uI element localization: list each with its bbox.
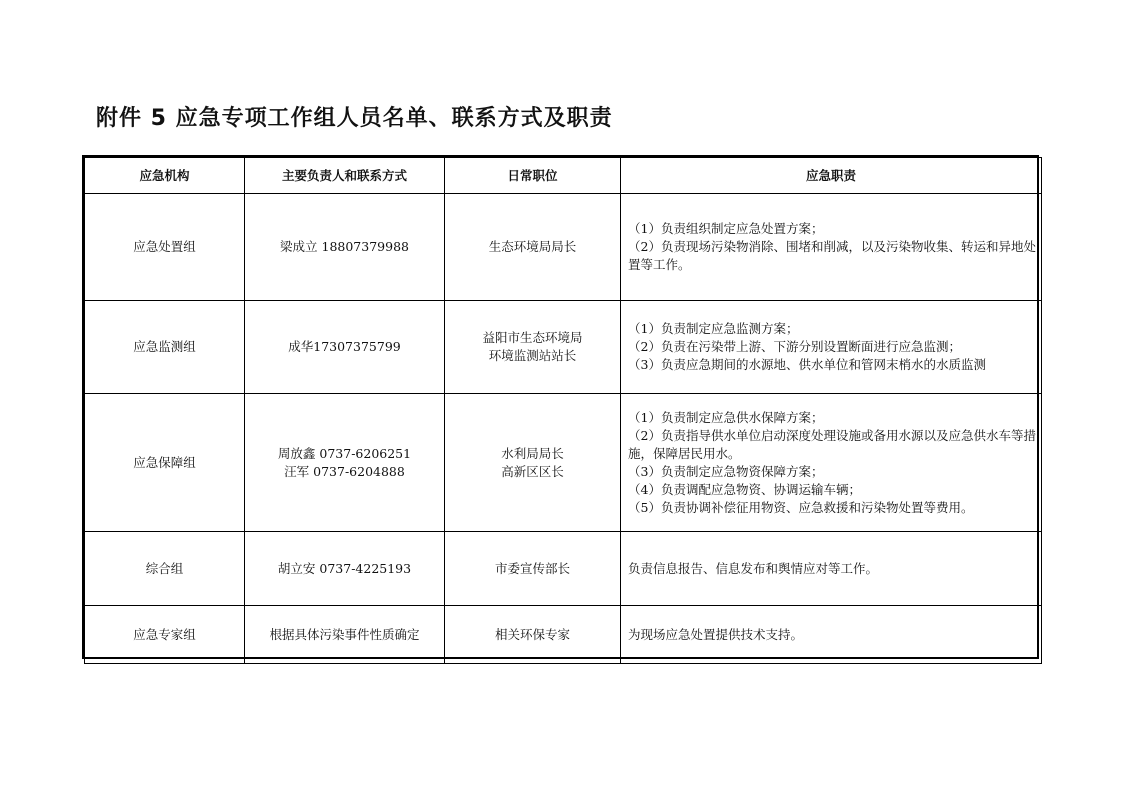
position-cell — [445, 194, 621, 301]
contact-cell — [245, 194, 445, 301]
table-row — [85, 394, 1042, 532]
duty-line: （1）负责组织制定应急处置方案； — [628, 221, 824, 236]
document-title: 附件 5 应急专项工作组人员名单、联系方式及职责 — [96, 106, 613, 131]
header-position: 日常职位 — [445, 158, 621, 194]
org-cell: 应急专家组 — [85, 606, 245, 664]
position-cell — [445, 606, 621, 664]
position-line: 相关环保专家 — [494, 626, 570, 642]
duty-line: （2）负责现场污染物消除、围堵和削减，以及污染物收集、转运和异地处置等工作。 — [628, 239, 1036, 272]
duties-cell — [621, 532, 1042, 606]
duty-line: 为现场应急处置提供技术支持。 — [628, 626, 804, 642]
position-cell — [445, 301, 621, 394]
position-line: 市委宣传部长 — [494, 560, 570, 576]
contact-line: 成华17307375799 — [288, 339, 401, 354]
duty-line: （1）负责制定应急监测方案； — [628, 321, 799, 336]
position-line: 益阳市生态环境局 — [482, 330, 583, 345]
contact-line: 汪军 0737-6204888 — [284, 463, 405, 479]
contact-cell — [245, 394, 445, 532]
position-cell — [445, 394, 621, 532]
header-contact: 主要负责人和联系方式 — [245, 158, 445, 194]
position-line: 生态环境局局长 — [488, 239, 577, 254]
duty-line: （1）负责制定应急供水保障方案； — [628, 409, 824, 425]
table-row — [85, 301, 1042, 394]
duties-cell — [621, 194, 1042, 301]
duty-line: （3）负责应急期间的水源地、供水单位和管网末梢水的水质监测 — [628, 357, 986, 372]
org-cell: 综合组 — [85, 532, 245, 606]
contact-cell — [245, 532, 445, 606]
contact-cell — [245, 301, 445, 394]
header-org: 应急机构 — [85, 158, 245, 194]
table-row — [85, 194, 1042, 301]
position-line: 环境监测站站长 — [488, 348, 577, 363]
contact-line: 梁成立 18807379988 — [280, 239, 409, 254]
org-cell: 应急保障组 — [85, 394, 245, 532]
duty-line: （2）负责在污染带上游、下游分别设置断面进行应急监测； — [628, 339, 961, 354]
duty-line: （5）负责协调补偿征用物资、应急救援和污染物处置等费用。 — [628, 499, 974, 515]
position-line: 高新区区长 — [501, 463, 564, 479]
personnel-table-container — [82, 155, 1039, 659]
duties-cell — [621, 394, 1042, 532]
duties-cell — [621, 301, 1042, 394]
duty-line: （4）负责调配应急物资、协调运输车辆； — [628, 481, 861, 497]
position-line: 水利局局长 — [501, 445, 564, 461]
header-duties: 应急职责 — [621, 158, 1042, 194]
position-cell — [445, 532, 621, 606]
contact-line: 胡立安 0737-4225193 — [277, 560, 412, 576]
duty-line: （3）负责制定应急物资保障方案； — [628, 463, 824, 479]
table-row — [85, 606, 1042, 664]
org-cell: 应急处置组 — [85, 194, 245, 301]
personnel-table — [84, 157, 1042, 664]
table-header-row — [85, 158, 1042, 194]
duty-line: （2）负责指导供水单位启动深度处理设施或备用水源以及应急供水车等措施，保障居民用水。 — [628, 427, 1036, 461]
duty-line: 负责信息报告、信息发布和舆情应对等工作。 — [628, 560, 879, 576]
duties-cell — [621, 606, 1042, 664]
contact-cell — [245, 606, 445, 664]
org-cell: 应急监测组 — [85, 301, 245, 394]
contact-line: 根据具体污染事件性质确定 — [269, 626, 420, 642]
contact-line: 周放鑫 0737-6206251 — [277, 445, 412, 461]
table-row — [85, 532, 1042, 606]
